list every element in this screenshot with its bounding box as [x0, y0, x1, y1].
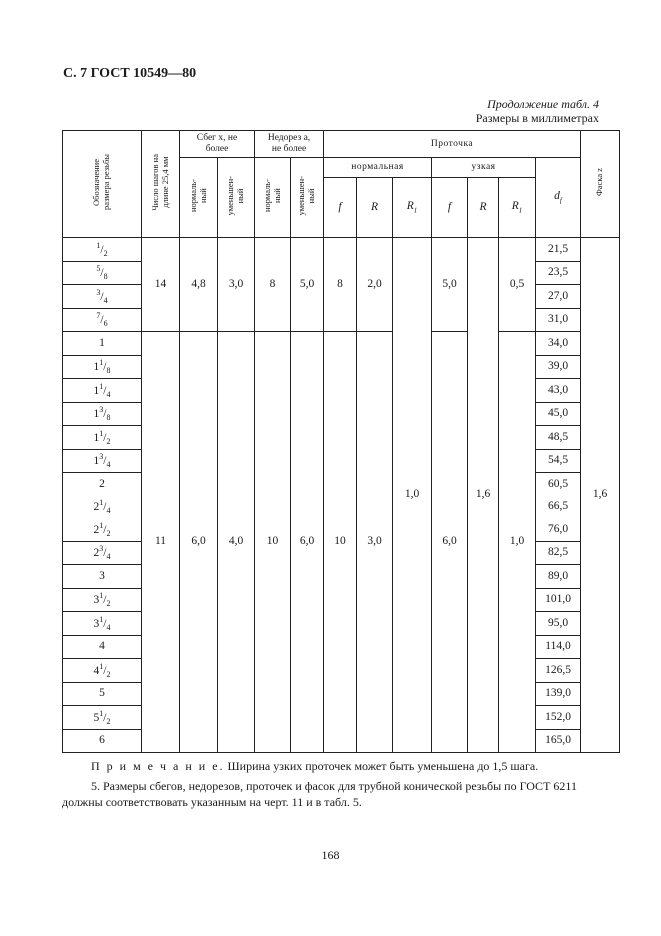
- groove-normal-f: 8: [324, 238, 357, 332]
- header-groove-normal: нормальная: [324, 158, 432, 178]
- header-runout-normal: нормаль- ный: [180, 158, 218, 238]
- header-undercut: Недорез a, не более: [255, 131, 324, 158]
- thread-designation: $1^1/_2$: [63, 426, 142, 450]
- undercut-normal: 8: [255, 238, 291, 332]
- undercut-normal: 10: [255, 332, 291, 753]
- diameter-df: 89,0: [536, 565, 581, 589]
- thread-designation: $2^3/_4$: [63, 541, 142, 565]
- table-row: [63, 332, 620, 356]
- groove-narrow-f: 6,0: [432, 332, 468, 753]
- diameter-df: 152,0: [536, 706, 581, 730]
- header-designation: Обозначение размера резьбы: [63, 131, 142, 238]
- undercut-reduced: 6,0: [291, 332, 324, 753]
- runout-reduced: 3,0: [218, 238, 255, 332]
- runout-normal: 4,8: [180, 238, 218, 332]
- thread-designation: 1: [63, 332, 142, 356]
- diameter-df: 126,5: [536, 659, 581, 683]
- page-number: 168: [321, 848, 340, 862]
- header-groove-narrow: узкая: [432, 158, 536, 178]
- threads-count: 14: [142, 238, 180, 332]
- header-runout-reduced: уменьшен- ный: [218, 158, 255, 238]
- thread-designation: $^7/_6$: [63, 308, 142, 332]
- document-header: С. 7 ГОСТ 10549—80: [63, 66, 197, 81]
- diameter-df: 114,0: [536, 635, 581, 659]
- groove-normal-R: 2,0: [357, 238, 393, 332]
- thread-designation: 5: [63, 682, 142, 706]
- thread-designation: $1^3/_8$: [63, 402, 142, 426]
- table-row: [63, 238, 620, 262]
- header-runout: Сбег x, не более: [180, 131, 255, 158]
- diameter-df: 165,0: [536, 729, 581, 753]
- header-threads: Число шагов на длине 25,4 мм: [142, 131, 180, 238]
- thread-designation: $^5/_8$: [63, 261, 142, 285]
- header-f-narrow: f: [432, 178, 468, 238]
- diameter-df: 27,0: [536, 285, 581, 309]
- diameter-df: 45,0: [536, 402, 581, 426]
- groove-normal-R1: 1,0: [393, 238, 432, 753]
- table-note: П р и м е ч а н и е. Ширина узких проточек может быть уменьшена до 1,5 шага.: [91, 759, 539, 773]
- header-R1-normal: $R_1$: [393, 178, 432, 238]
- groove-narrow-f: 5,0: [432, 238, 468, 332]
- diameter-df: 34,0: [536, 332, 581, 356]
- diameter-df: 23,5: [536, 261, 581, 285]
- thread-designation: $3^1/_4$: [63, 612, 142, 636]
- header-chamfer: Фаска z: [581, 131, 620, 238]
- thread-designation: $1^1/_4$: [63, 379, 142, 403]
- runout-normal: 6,0: [180, 332, 218, 753]
- thread-designation: 6: [63, 729, 142, 753]
- thread-designation: $1^1/_8$: [63, 355, 142, 379]
- diameter-df: 31,0: [536, 308, 581, 332]
- thread-designation: $2^1/_4$: [63, 496, 142, 519]
- header-R1-narrow: $R_1$: [499, 178, 536, 238]
- header-undercut-reduced: уменьшен- ный: [291, 158, 324, 238]
- diameter-df: 39,0: [536, 355, 581, 379]
- header-f-normal: f: [324, 178, 357, 238]
- thread-designation: 2: [63, 473, 142, 496]
- runout-reduced: 4,0: [218, 332, 255, 753]
- thread-designation: $5^1/_2$: [63, 706, 142, 730]
- dimensions-table: [62, 130, 620, 753]
- diameter-df: 43,0: [536, 379, 581, 403]
- thread-designation: $4^1/_2$: [63, 659, 142, 683]
- threads-count: 11: [142, 332, 180, 753]
- diameter-df: 95,0: [536, 612, 581, 636]
- header-R-normal: R: [357, 178, 393, 238]
- thread-designation: $2^1/_2$: [63, 518, 142, 541]
- groove-normal-f: 10: [324, 332, 357, 753]
- groove-narrow-R1: 1,0: [499, 332, 536, 753]
- thread-designation: $^1/_2$: [63, 238, 142, 262]
- chamfer-z: 1,6: [581, 238, 620, 753]
- diameter-df: 101,0: [536, 588, 581, 612]
- paragraph-5: 5. Размеры сбегов, недорезов, проточек и фасок для трубной конической резьбы по ГОСТ 6211 должны соответствовать указанным на черт. 11 и в табл. 5.: [62, 779, 577, 810]
- thread-designation: 4: [63, 635, 142, 659]
- diameter-df: 82,5: [536, 541, 581, 565]
- thread-designation: $1^3/_4$: [63, 449, 142, 473]
- diameter-df: 21,5: [536, 238, 581, 262]
- header-undercut-normal: нормаль- ный: [255, 158, 291, 238]
- diameter-df: 60,5: [536, 473, 581, 496]
- thread-designation: 3: [63, 565, 142, 589]
- thread-designation: $^3/_4$: [63, 285, 142, 309]
- units-label: Размеры в миллиметрах: [475, 111, 599, 125]
- groove-normal-R: 3,0: [357, 332, 393, 753]
- diameter-df: 139,0: [536, 682, 581, 706]
- undercut-reduced: 5,0: [291, 238, 324, 332]
- diameter-df: 76,0: [536, 518, 581, 541]
- header-groove: Проточка: [324, 131, 581, 158]
- header-df: $d_f$: [536, 158, 581, 238]
- groove-narrow-R1: 0,5: [499, 238, 536, 332]
- diameter-df: 66,5: [536, 496, 581, 519]
- diameter-df: 54,5: [536, 449, 581, 473]
- thread-designation: $3^1/_2$: [63, 588, 142, 612]
- table-continuation-label: Продолжение табл. 4: [487, 97, 599, 111]
- groove-narrow-R: 1,6: [468, 238, 499, 753]
- header-R-narrow: R: [468, 178, 499, 238]
- diameter-df: 48,5: [536, 426, 581, 450]
